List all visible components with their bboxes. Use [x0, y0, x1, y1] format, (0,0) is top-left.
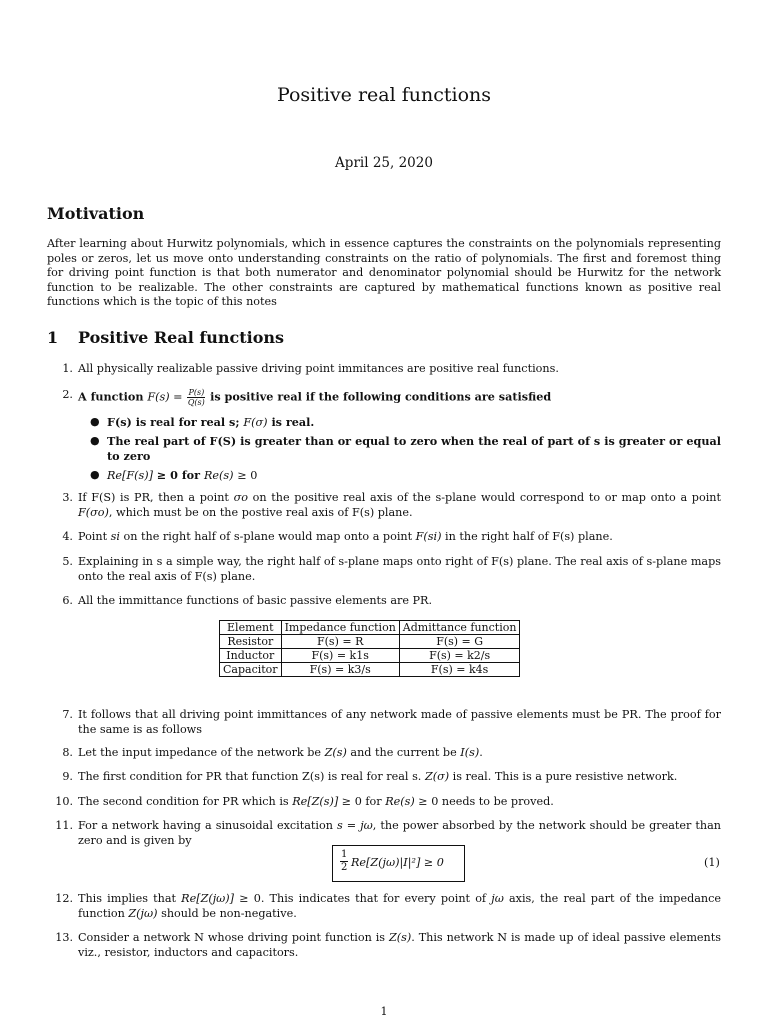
- item-text: [78, 491, 721, 520]
- fraction-denominator: 2: [341, 862, 348, 873]
- math-symbol: Z(s): [388, 931, 412, 944]
- table-row: [220, 635, 520, 649]
- item-text-part: A function: [78, 389, 144, 404]
- paper-date: April 25, 2020: [335, 155, 433, 171]
- math-symbol: F(σ): [243, 416, 268, 429]
- item-text-part: ≥ 0 for: [341, 795, 382, 808]
- table-cell: F(s) = G: [399, 635, 520, 649]
- item-text-part: Consider a network N whose driving point function is: [78, 931, 386, 944]
- item-text-part: . This network N is made up of ideal passive elements viz., resistor, inductors and capacitors.: [78, 931, 721, 959]
- item-text: It follows that all driving point immittances of any network made of passive elements must be PR. The proof for the same is as follows: [78, 708, 721, 736]
- math-symbol: Z(jω): [128, 906, 158, 920]
- fraction: [187, 388, 205, 407]
- section-1-heading: [47, 328, 285, 347]
- item-number: 3.: [62, 491, 73, 504]
- item-text-part: ≥ 0 needs to be proved.: [418, 795, 554, 808]
- item-text: [78, 388, 721, 407]
- item-text-part: For a network having a sinusoidal excitation: [78, 819, 333, 832]
- item-number: 8.: [62, 746, 73, 759]
- item-text: All the immittance functions of basic passive elements are PR.: [78, 594, 433, 607]
- function-symbol: F(s) =: [147, 390, 183, 404]
- bullet-text-part: ≥ 0 for: [153, 468, 201, 482]
- math-symbol: si: [110, 530, 120, 543]
- fraction-numerator: 1: [341, 849, 348, 860]
- item-text-part: Point: [78, 530, 108, 543]
- item-text-part: This implies that: [78, 892, 177, 905]
- table-cell: Inductor: [220, 649, 282, 663]
- item-text-part: If F(S) is PR, then a point: [78, 491, 229, 504]
- math-symbol: I(s): [460, 746, 480, 759]
- item-text-part: , the power absorbed by the network should be greater than zero and is given by: [78, 819, 722, 847]
- item-text-part: in the right half of F(s) plane.: [445, 530, 613, 543]
- equation-box: [332, 845, 465, 882]
- section-number: 1: [47, 328, 59, 347]
- math-symbol: Re(s): [385, 795, 415, 808]
- math-symbol: Re[Z(s)]: [292, 795, 339, 808]
- item-text-part: The first condition for PR that function Z(s) is real for real s.: [78, 770, 422, 783]
- item-number: 1.: [62, 362, 73, 375]
- table-cell: F(s) = k4s: [399, 663, 520, 677]
- bullet-text-part: ≥ 0: [237, 469, 258, 482]
- table-cell: Capacitor: [220, 663, 282, 677]
- item-text-part: on the right half of s-plane would map onto a point: [123, 530, 413, 543]
- table-header: Admittance function: [399, 621, 520, 635]
- table-cell: F(s) = R: [281, 635, 399, 649]
- item-text: [78, 819, 721, 848]
- item-number: 5.: [62, 555, 73, 568]
- item-text: [78, 746, 721, 761]
- fraction-numerator: P(s): [188, 388, 205, 397]
- item-number: 4.: [62, 530, 73, 543]
- math-symbol: Re[F(s)]: [107, 469, 154, 482]
- table-cell: F(s) = k3/s: [281, 663, 399, 677]
- math-symbol: Z(σ): [424, 770, 450, 783]
- table-header-row: [220, 621, 520, 635]
- item-text-part: is real. This is a pure resistive network.: [452, 770, 678, 783]
- math-symbol: F(si): [415, 530, 442, 543]
- paper-title: Positive real functions: [276, 84, 492, 106]
- immittance-table: [219, 620, 520, 677]
- item-text: [78, 530, 721, 545]
- item-number: 7.: [62, 708, 73, 721]
- math-symbol: σo: [233, 491, 248, 504]
- item-text-part: Let the input impedance of the network be: [78, 746, 322, 759]
- table-cell: F(s) = k1s: [281, 649, 399, 663]
- math-symbol: Z(s): [324, 746, 347, 759]
- math-symbol: s = jω: [336, 819, 373, 832]
- item-text: [78, 795, 721, 810]
- bullet-text-part: is real.: [271, 415, 315, 429]
- item-number: 10.: [55, 795, 73, 808]
- math-symbol: F(σo): [78, 505, 109, 519]
- bullet-icon: ●: [90, 415, 100, 428]
- equation-expression: Re[Z(jω)|I|²] ≥ 0: [351, 856, 444, 869]
- bullet-text: [107, 468, 721, 484]
- item-number: 9.: [62, 770, 73, 783]
- item-number: 13.: [55, 931, 73, 944]
- bullet-text: [107, 415, 721, 431]
- table-header: Impedance function: [281, 621, 399, 635]
- bullet-text-part: F(s) is real for real s;: [107, 415, 240, 429]
- item-text-part: axis, the real part of the impedance function: [78, 892, 722, 920]
- item-text: [78, 931, 721, 960]
- item-number: 6.: [62, 594, 73, 607]
- item-text-part: and the current be: [350, 746, 457, 759]
- motivation-heading: Motivation: [47, 204, 145, 223]
- math-symbol: jω: [491, 892, 504, 905]
- item-text: [78, 770, 721, 785]
- motivation-paragraph: After learning about Hurwitz polynomials, which in essence captures the constraints on the polynomials representing poles or zeros, let us move onto understanding constraints on the ratio of polynomials. The first and foremost thing for driving point function is that both numerator and denominator polynomial should be Hurwitz for the network function to be realizable. The other constraints are captured by mathematical functions known as positive real functions which is the topic of this notes: [47, 237, 721, 308]
- section-title: Positive Real functions: [78, 328, 285, 347]
- item-text-part: The second condition for PR which is: [78, 795, 289, 808]
- item-text-part: , which must be on the postive real axis of F(s) plane.: [108, 505, 413, 519]
- item-number: 2.: [62, 388, 73, 401]
- item-text-part: ≥ 0. This indicates that for every point of: [234, 892, 487, 905]
- item-text-part: should be non-negative.: [161, 906, 297, 920]
- table-cell: F(s) = k2/s: [399, 649, 520, 663]
- item-number: 12.: [55, 892, 73, 905]
- bullet-icon: ●: [90, 468, 100, 481]
- item-text-part: is positive real if the following conditions are satisfied: [210, 389, 552, 404]
- item-text: Explaining in s a simple way, the right half of s-plane maps onto right of F(s) plane. The real axis of s-plane maps onto the real axis of F(s) plane.: [78, 555, 721, 583]
- bullet-text: The real part of F(S) is greater than or equal to zero when the real of part of s is greater or equal to zero: [107, 434, 721, 463]
- math-symbol: Re[Z(jω)]: [181, 892, 235, 905]
- page-number: 1: [380, 1005, 388, 1018]
- table-row: [220, 649, 520, 663]
- bullet-icon: ●: [90, 434, 100, 447]
- table-header: Element: [220, 621, 282, 635]
- table-row: [220, 663, 520, 677]
- table-cell: Resistor: [220, 635, 282, 649]
- equation-number: (1): [704, 856, 720, 869]
- item-text: All physically realizable passive driving point immitances are positive real functions.: [78, 362, 559, 375]
- item-text-part: .: [479, 746, 483, 759]
- half-fraction: [340, 849, 348, 874]
- math-symbol: Re(s): [203, 469, 234, 482]
- item-text-part: on the positive real axis of the s-plane would correspond to or map onto a point: [252, 491, 721, 504]
- item-text: [78, 892, 721, 921]
- item-number: 11.: [55, 819, 73, 832]
- fraction-denominator: Q(s): [187, 398, 205, 407]
